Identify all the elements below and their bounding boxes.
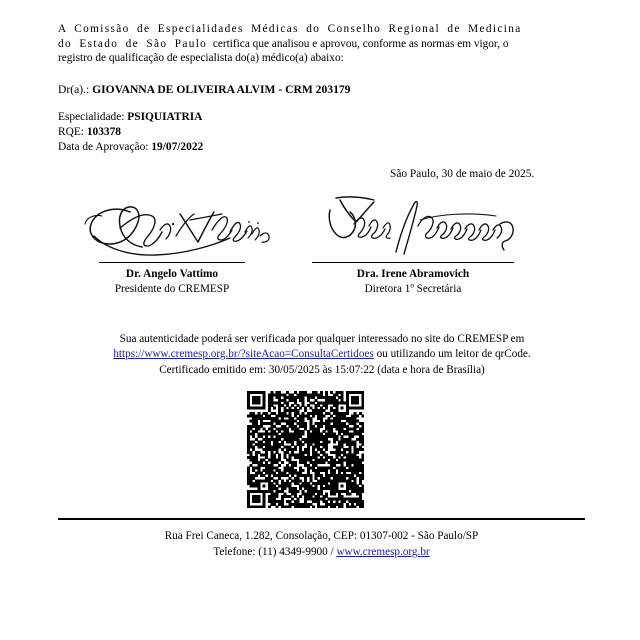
footer-address: Rua Frei Caneca, 1.282, Consolação, CEP: 01307-002 - São Paulo/SP xyxy=(164,530,479,542)
signature-mark-president xyxy=(72,200,272,262)
verification-url-link[interactable]: https://www.cremesp.org.br/?siteAcao=ConsultaCertidoes xyxy=(113,348,374,361)
field-especialidade-label: Especialidade: xyxy=(58,111,125,123)
signature-line-secretary xyxy=(312,262,514,263)
intro-line-2-spaced: do Estado de São Paulo xyxy=(58,37,208,50)
intro-paragraph xyxy=(58,22,586,66)
signature-role-secretary: Diretora 1º Secretária xyxy=(364,283,462,295)
doctor-identification xyxy=(58,82,350,97)
field-data-aprovacao-value: 19/07/2022 xyxy=(151,141,204,154)
qr-code-canvas xyxy=(247,391,364,508)
footer-site-link[interactable]: www.cremesp.org.br xyxy=(336,546,430,559)
field-rqe xyxy=(58,125,203,140)
signature-role-president: Presidente do CREMESP xyxy=(114,283,230,295)
verification-line-1: Sua autenticidade poderá ser verificada por qualquer interessado no site do CREMESP em xyxy=(119,333,525,345)
doctor-name-crm: GIOVANNA DE OLIVEIRA ALVIM - CRM 203179 xyxy=(92,83,351,96)
field-rqe-value: 103378 xyxy=(86,126,121,139)
signature-mark-secretary xyxy=(300,196,526,262)
verification-paragraph xyxy=(58,332,586,378)
signature-line-president xyxy=(99,262,245,263)
field-data-aprovacao-label: Data de Aprovação: xyxy=(58,141,149,154)
field-especialidade-value: PSIQUIATRIA xyxy=(127,111,203,123)
intro-line-2 xyxy=(58,37,586,52)
qr-code xyxy=(247,391,364,508)
qualification-fields xyxy=(58,110,203,156)
field-data-aprovacao xyxy=(58,140,203,155)
footer-phone: Telefone: (11) 4349-9900 / xyxy=(213,546,337,559)
field-especialidade xyxy=(58,110,203,125)
city-date: São Paulo, 30 de maio de 2025. xyxy=(390,168,535,180)
doctor-label: Dr(a).: xyxy=(58,83,90,96)
intro-line-2-rest: certifica que analisou e aprovou, conforme as normas em vigor, o xyxy=(212,37,509,50)
footer-phone-line xyxy=(58,544,585,560)
footer xyxy=(58,528,585,560)
intro-line-3: registro de qualificação de especialista do(a) médico(a) abaixo: xyxy=(58,52,344,65)
intro-line-1: A Comissão de Especialidades Médicas do Conselho Regional de Medicina xyxy=(58,23,522,35)
verification-line-3: Certificado emitido em: 30/05/2025 às 15:07:22 (data e hora de Brasília) xyxy=(159,363,485,376)
verification-line-2 xyxy=(58,347,586,362)
signature-name-secretary: Dra. Irene Abramovich xyxy=(356,268,470,280)
footer-divider xyxy=(58,518,585,520)
field-rqe-label: RQE: xyxy=(58,126,84,139)
signature-block-secretary xyxy=(300,196,526,296)
verification-line-2-suffix: ou utilizando um leitor de qrCode. xyxy=(373,348,531,361)
signature-name-president: Dr. Angelo Vattimo xyxy=(125,268,219,280)
signature-block-president xyxy=(72,200,272,296)
